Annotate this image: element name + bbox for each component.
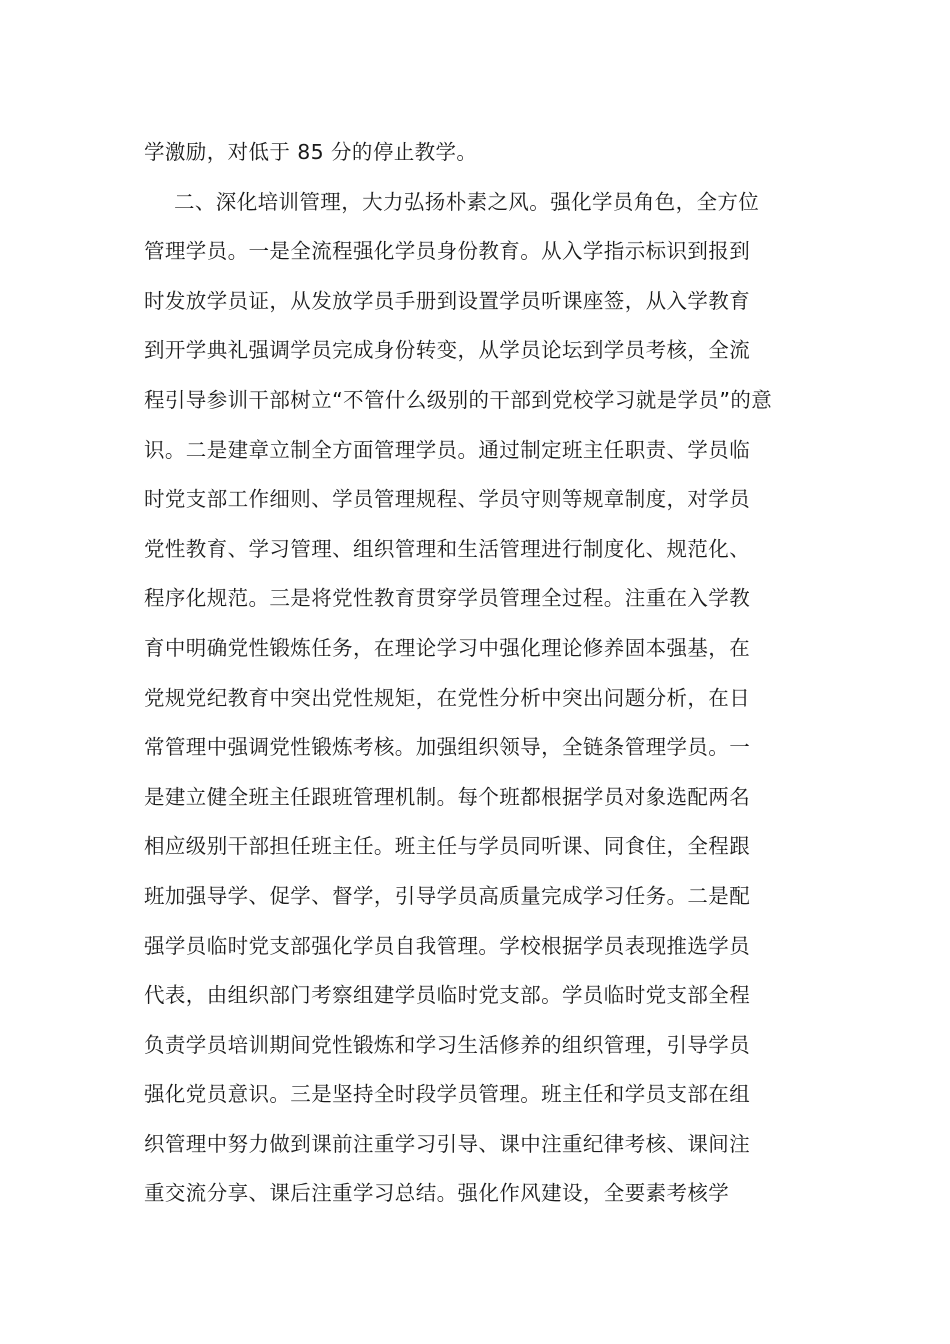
text-line: 负责学员培训期间党性锻炼和学习生活修养的组织管理，引导学员 bbox=[144, 1032, 751, 1057]
text-line: 时发放学员证，从发放学员手册到设置学员听课座签，从入学教育 bbox=[144, 288, 751, 313]
text-line: 到开学典礼强调学员完成身份转变，从学员论坛到学员考核，全流 bbox=[144, 338, 751, 363]
text-line: 常管理中强调党性锻炼考核。加强组织领导，全链条管理学员。一 bbox=[144, 735, 751, 760]
body-text bbox=[144, 128, 808, 1219]
text-line: 相应级别干部担任班主任。班主任与学员同听课、同食住，全程跟 bbox=[144, 834, 751, 859]
text-line: 强化党员意识。三是坚持全时段学员管理。班主任和学员支部在组 bbox=[144, 1082, 751, 1107]
text-line: 重交流分享、课后注重学习总结。强化作风建设，全要素考核学 bbox=[144, 1181, 730, 1206]
paragraph-start-line: 二、深化培训管理，大力弘扬朴素之风。强化学员角色，全方位 bbox=[174, 189, 760, 214]
text-line: 识。二是建章立制全方面管理学员。通过制定班主任职责、学员临 bbox=[144, 437, 751, 462]
text-line: 程序化规范。三是将党性教育贯穿学员管理全过程。注重在入学教 bbox=[144, 586, 751, 611]
text-line: 是建立健全班主任跟班管理机制。每个班都根据学员对象选配两名 bbox=[144, 784, 751, 809]
text-line: 班加强导学、促学、督学，引导学员高质量完成学习任务。二是配 bbox=[144, 883, 751, 908]
text-line: 党规党纪教育中突出党性规矩，在党性分析中突出问题分析，在日 bbox=[144, 685, 751, 710]
text-line: 育中明确党性锻炼任务，在理论学习中强化理论修养固本强基，在 bbox=[144, 635, 751, 660]
text-line: 学激励，对低于 85 分的停止教学。 bbox=[144, 140, 478, 164]
text-line: 代表，由组织部门考察组建学员临时党支部。学员临时党支部全程 bbox=[144, 983, 751, 1008]
text-line: 管理学员。一是全流程强化学员身份教育。从入学指示标识到报到 bbox=[144, 239, 751, 264]
text-line: 程引导参训干部树立“不管什么级别的干部到党校学习就是学员”的意 bbox=[144, 387, 773, 412]
text-line: 强学员临时党支部强化学员自我管理。学校根据学员表现推选学员 bbox=[144, 933, 751, 958]
text-line: 时党支部工作细则、学员管理规程、学员守则等规章制度，对学员 bbox=[144, 487, 751, 512]
text-line: 织管理中努力做到课前注重学习引导、课中注重纪律考核、课间注 bbox=[144, 1131, 751, 1156]
text-line: 党性教育、学习管理、组织管理和生活管理进行制度化、规范化、 bbox=[144, 536, 751, 561]
